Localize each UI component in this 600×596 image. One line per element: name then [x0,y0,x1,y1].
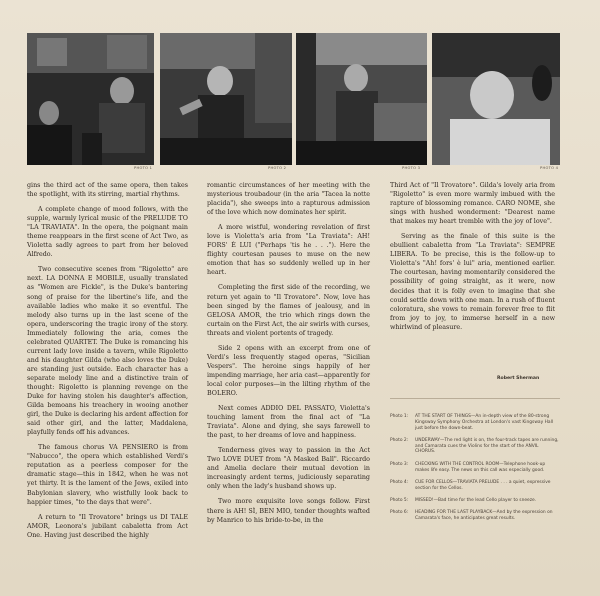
photo-notes [390,414,560,528]
paragraph: Two more exquisite love songs follow. First there is AH! SÌ, BEN MIO, tender thoughts wafted by Manrico to his bride-to-be, in the [207,498,370,524]
photo-4-caption: PHOTO 4 [540,166,559,170]
photo-note [390,510,560,522]
photo-3 [296,33,427,165]
paragraph: romantic circumstances of her meeting with the mysterious troubadour (in the aria "Tacea la notte placida"), she sweeps into a rapturous admission of the love which now dominates her spirit. [207,182,370,217]
liner-notes-column-3 [390,181,555,338]
paragraph: Serving as the finale of this suite is the ebullient cabaletta from "La Traviata": SEMPRE LIBERA. To be precise, this is the follow-up to Violetta's "Ah! fors' è lui" aria, mentioned earlier. The courtesan, having momentarily considered the possibility of going straight, as it were, now decides that it is folly even to imagine that she could settle down with one man. In a rush of fluent coloratura, she vows to remain forever free to flit from joy to joy, to immerse herself in a new whirlwind of pleasure. [390,233,555,331]
photo-note-text: UNDERWAY—The red light is on, the four-track tapes are running, and Camarata cues the Violins for the start of the ANVIL CHORUS. [415,437,559,455]
photo-2 [160,33,292,165]
photo-note-text: AT THE START OF THINGS—An in-depth view of the 80-strong Kingsway Symphony Orchestra at London's vast Kingsway Hall just before the down-beat. [415,414,554,431]
divider [390,398,560,399]
paragraph: Third Act of "Il Trovatore". Gilda's lovely aria from "Rigoletto" is even more warmly imbued with the rapture of blossoming romance. CARO NOME, she sings with hushed wonderment: "Dearest name that makes my heart tremble with the joy of love". [390,182,555,226]
author-signature: Robert Sherman [497,376,540,381]
photo-note [390,438,560,455]
photo-note-label: Photo 2: [390,437,409,443]
paragraph: gins the third act of the same opera, then takes the spotlight, with its stirring, martial rhythms. [27,182,188,199]
photo-note [390,498,560,504]
photo-note-text: CUE FOR CELLOS—TRAVIATA PRELUDE . . . a quiet, expressive section for the Cellos. [415,479,551,491]
paragraph: A return to "Il Trovatore" brings us DI TALE AMOR, Leonora's jubilant cabaletta from Act One. Having just described the highly [27,513,188,539]
paragraph: A complete change of mood follows, with the supple, warmly lyrical music of the PRELUDE TO "LA TRAVIATA". In the opera, the poignant main theme reappears in the first scene of Act Two, as Violetta sadly agrees to part from her beloved Alfredo. [27,206,188,259]
photo-note-text: CHECKING WITH THE CONTROL ROOM—Telephone hook-up makes life easy. The news on this call was especially good. [415,461,546,473]
photo-note-label: Photo 4: [390,479,409,485]
paragraph: Next comes ADDIO DEL PASSATO, Violetta's touching lament from the final act of "La Traviata". Alone and dying, she says farewell to the past, to her dreams of love and happiness. [207,405,370,440]
photo-note [390,462,560,474]
photo-1-caption: PHOTO 1 [134,166,153,170]
photo-note-label: Photo 6: [390,510,409,516]
liner-notes-column-1 [27,181,188,546]
photo-note-label: Photo 5: [390,497,409,503]
paragraph: The famous chorus VA PENSIERO is from "Nabucco", the opera which established Verdi's reputation as a peerless composer for the dramatic stage—this in 1842, when he was not yet thirty. It is the lament of the Jews, exiled into Babylonian slavery, who wistfully look back to happier times, "to the days that were". [27,444,188,506]
photo-note-text: HEADING FOR THE LAST PLAYBACK—And by the expression on Camarata's face, he anticipates great results. [415,510,553,522]
liner-notes-column-2 [207,181,370,531]
paragraph: Tenderness gives way to passion in the Act Two LOVE DUET from "A Masked Ball". Riccardo and Amelia declare their mutual devotion in increasingly ardent terms, judiciously separating only when the lady's husband shows up. [207,447,370,491]
paragraph: Completing the first side of the recording, we return yet again to "Il Trovatore". Now, love has been singed by the flames of jealousy, and in GELOSA AMOR, the trio which rings down the curtain on the First Act, the air swirls with curses, threats and violent portents of tragedy. [207,284,370,337]
photo-note-text: MISSED!—Bad time for the lead Cello player to sneeze. [415,497,537,503]
photo-note-label: Photo 1: [390,414,409,419]
photo-3-caption: PHOTO 3 [402,166,421,170]
paragraph: Two consecutive scenes from "Rigoletto" are next. LA DONNA E MOBILE, usually translated as "Women are Fickle", is the Duke's bantering song of praise for the libertine's life, and the available ladies who make it so eventful. The melody also turns up in the last scene of the opera, underscoring the tragic irony of the story. Immediately following the aria, comes the celebrated QUARTET. The Duke is romancing his current lady love inside a tavern, while Rigoletto and his daughter Gilda (who also loves the Duke) are standing just outside. Each character has a separate melody line and a distinctive train of thought: Rigoletto is planning revenge on the Duke for having stolen his daughter's affection, Gilda bemoans his treachery in wooing another girl, the Duke is declaring his ardent affection for said other girl, and the latter, Maddalena, playfully fends off his advances. [27,266,188,437]
photo-2-caption: PHOTO 2 [268,166,287,170]
photo-note [390,480,560,492]
paragraph: A more wistful, wondering revelation of first love is Violetta's aria from "La Traviata": AH! FORS' È LUI ("Perhaps 'tis he . . ."). Here the flighty courtesan pauses to muse on the new emotion that has so suddenly welled up in her heart. [207,224,370,277]
photo-4 [432,33,560,165]
photo-note [390,414,560,431]
paragraph: Side 2 opens with an excerpt from one of Verdi's less frequently staged operas, "Sicilian Vespers". The heroine sings happily of her impending marriage, her aria cast—apparently for local color purposes—in the lilting rhythm of the BOLERO. [207,344,370,397]
photo-note-label: Photo 3: [390,461,409,467]
photo-1 [27,33,154,165]
